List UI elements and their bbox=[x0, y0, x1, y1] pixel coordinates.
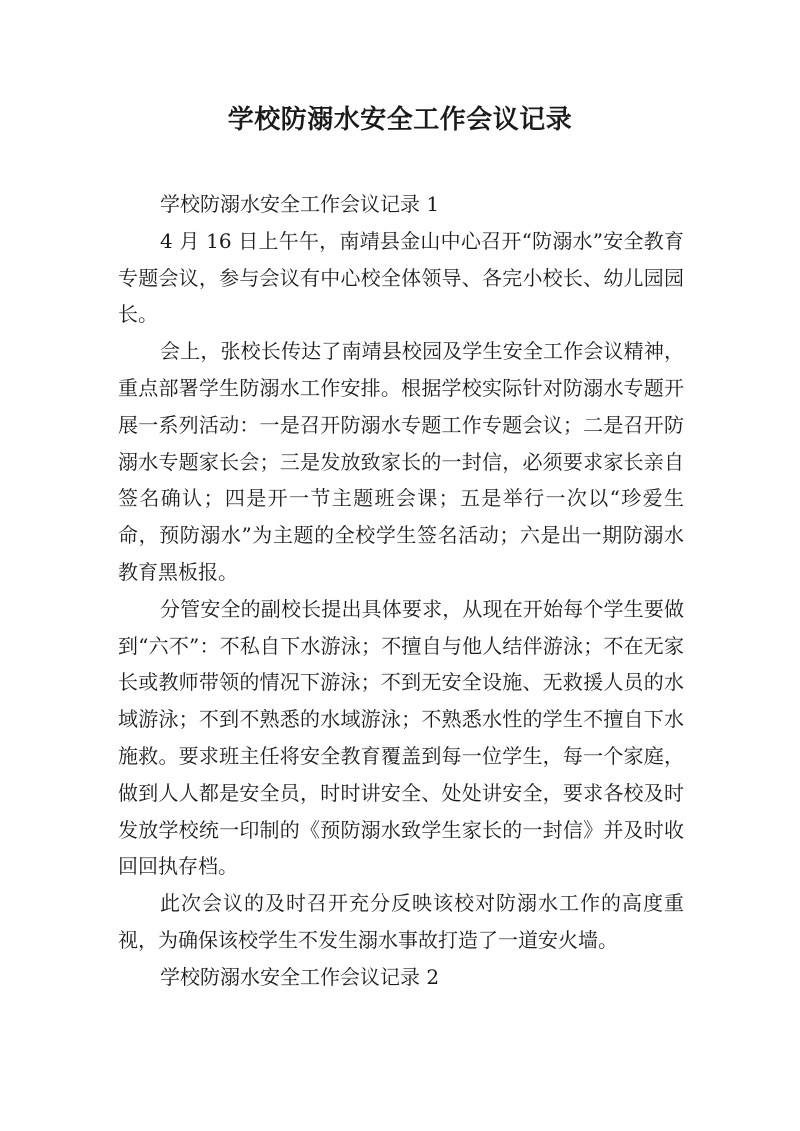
paragraph-4: 此次会议的及时召开充分反映该校对防溺水工作的高度重视，为确保该校学生不发生溺水事故打造了一道安火墙。 bbox=[118, 891, 684, 952]
paragraph-3: 分管安全的副校长提出具体要求，从现在开始每个学生要做到“六不”：不私自下水游泳；不擅自与他人结伴游泳；不在无家长或教师带领的情况下游泳；不到无安全设施、无救援人员的水域游泳；不到不熟悉的水域游泳；不熟悉水性的学生不擅自下水施救。要求班主任将安全教育覆盖到每一位学生，每一个家庭，做到人人都是安全员，时时讲安全、处处讲安全，要求各校及时发放学校统一印制的《预防溺水致学生家长的一封信》并及时收回回执存档。 bbox=[118, 596, 684, 879]
document-title: 学校防溺水安全工作会议记录 bbox=[227, 105, 573, 135]
document-body bbox=[118, 186, 684, 996]
section-heading-2: 学校防溺水安全工作会议记录 2 bbox=[160, 964, 440, 989]
section-heading-1: 学校防溺水安全工作会议记录 1 bbox=[160, 192, 440, 216]
paragraph-2: 会上，张校长传达了南靖县校园及学生安全工作会议精神，重点部署学生防溺水工作安排。根据学校实际针对防溺水专题开展一系列活动：一是召开防溺水专题工作专题会议；二是召开防溺水专题家长会；三是发放致家长的一封信，必须要求家长亲自签名确认；四是开一节主题班会课；五是举行一次以“珍爱生命，预防溺水”为主题的全校学生签名活动；六是出一期防溺水教育黑板报。 bbox=[118, 339, 684, 584]
paragraph-1: 4 月 16 日上午午，南靖县金山中心召开“防溺水”安全教育专题会议，参与会议有中心校全体领导、各完小校长、幼儿园园长。 bbox=[118, 228, 684, 327]
